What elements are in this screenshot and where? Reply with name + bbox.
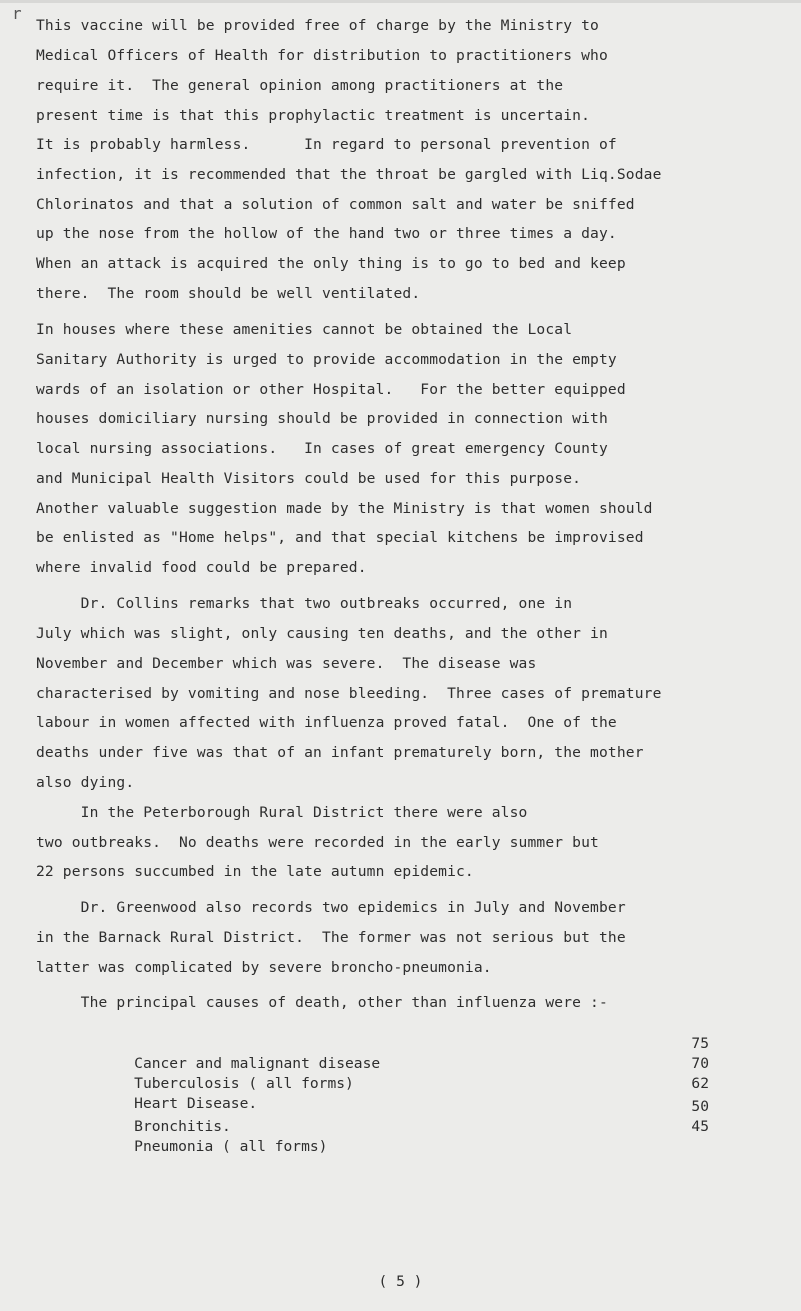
text-line: infection, it is recommended that the throat be gargled with Liq.Sodae [36, 166, 662, 183]
cause-label: Tuberculosis ( all forms) [134, 1075, 354, 1092]
cause-row [99, 1117, 709, 1197]
page-mark: r [12, 4, 22, 23]
cause-label: Cancer and malignant disease [134, 1055, 381, 1072]
text-line: In the Peterborough Rural District there were also [36, 804, 528, 821]
page-number: ( 5 ) [378, 1273, 423, 1290]
cause-count: 70 [691, 1055, 709, 1072]
cause-count: 62 [691, 1075, 709, 1092]
cause-count: 50 [691, 1098, 709, 1115]
text-line: and Municipal Health Visitors could be used for this purpose. [36, 470, 582, 487]
cause-label: Pneumonia ( all forms) [134, 1138, 328, 1155]
text-line: wards of an isolation or other Hospital. For the better equipped [36, 381, 626, 398]
text-line: This vaccine will be provided free of charge by the Ministry to [36, 17, 599, 34]
text-line: In houses where these amenities cannot be obtained the Local [36, 321, 573, 338]
text-line: November and December which was severe. The disease was [36, 655, 537, 672]
cause-count: 45 [691, 1118, 709, 1135]
text-line: also dying. [36, 774, 135, 791]
text-line: deaths under five was that of an infant prematurely born, the mother [36, 744, 644, 761]
scan-edge [0, 0, 801, 3]
text-line: Sanitary Authority is urged to provide accommodation in the empty [36, 351, 617, 368]
text-line: latter was complicated by severe broncho-pneumonia. [36, 959, 492, 976]
text-line: local nursing associations. In cases of great emergency County [36, 440, 608, 457]
text-line: The principal causes of death, other than influenza were :- [36, 994, 608, 1011]
text-line: there. The room should be well ventilated. [36, 285, 421, 302]
text-line: present time is that this prophylactic treatment is uncertain. [36, 107, 591, 124]
text-line: Medical Officers of Health for distribution to practitioners who [36, 47, 608, 64]
text-line: July which was slight, only causing ten deaths, and the other in [36, 625, 608, 642]
text-line: require it. The general opinion among practitioners at the [36, 77, 564, 94]
text-line: Another valuable suggestion made by the Ministry is that women should [36, 500, 653, 517]
cause-label: Bronchitis. [134, 1118, 231, 1135]
text-line: in the Barnack Rural District. The former was not serious but the [36, 929, 626, 946]
text-line: characterised by vomiting and nose bleeding. Three cases of premature [36, 685, 662, 702]
text-line: Chlorinatos and that a solution of common salt and water be sniffed [36, 196, 635, 213]
text-line: Dr. Greenwood also records two epidemics in July and November [36, 899, 626, 916]
text-line: When an attack is acquired the only thing is to go to bed and keep [36, 255, 626, 272]
text-line: up the nose from the hollow of the hand two or three times a day. [36, 225, 617, 242]
text-line: 22 persons succumbed in the late autumn epidemic. [36, 863, 474, 880]
cause-count: 75 [691, 1035, 709, 1052]
text-line: labour in women affected with influenza proved fatal. One of the [36, 714, 617, 731]
text-line: be enlisted as "Home helps", and that special kitchens be improvised [36, 529, 644, 546]
text-line: two outbreaks. No deaths were recorded in the early summer but [36, 834, 599, 851]
text-line: where invalid food could be prepared. [36, 559, 367, 576]
text-line: houses domiciliary nursing should be provided in connection with [36, 410, 608, 427]
text-line: Dr. Collins remarks that two outbreaks occurred, one in [36, 595, 573, 612]
text-line: It is probably harmless. In regard to personal prevention of [36, 136, 617, 153]
cause-label: Heart Disease. [134, 1095, 258, 1112]
